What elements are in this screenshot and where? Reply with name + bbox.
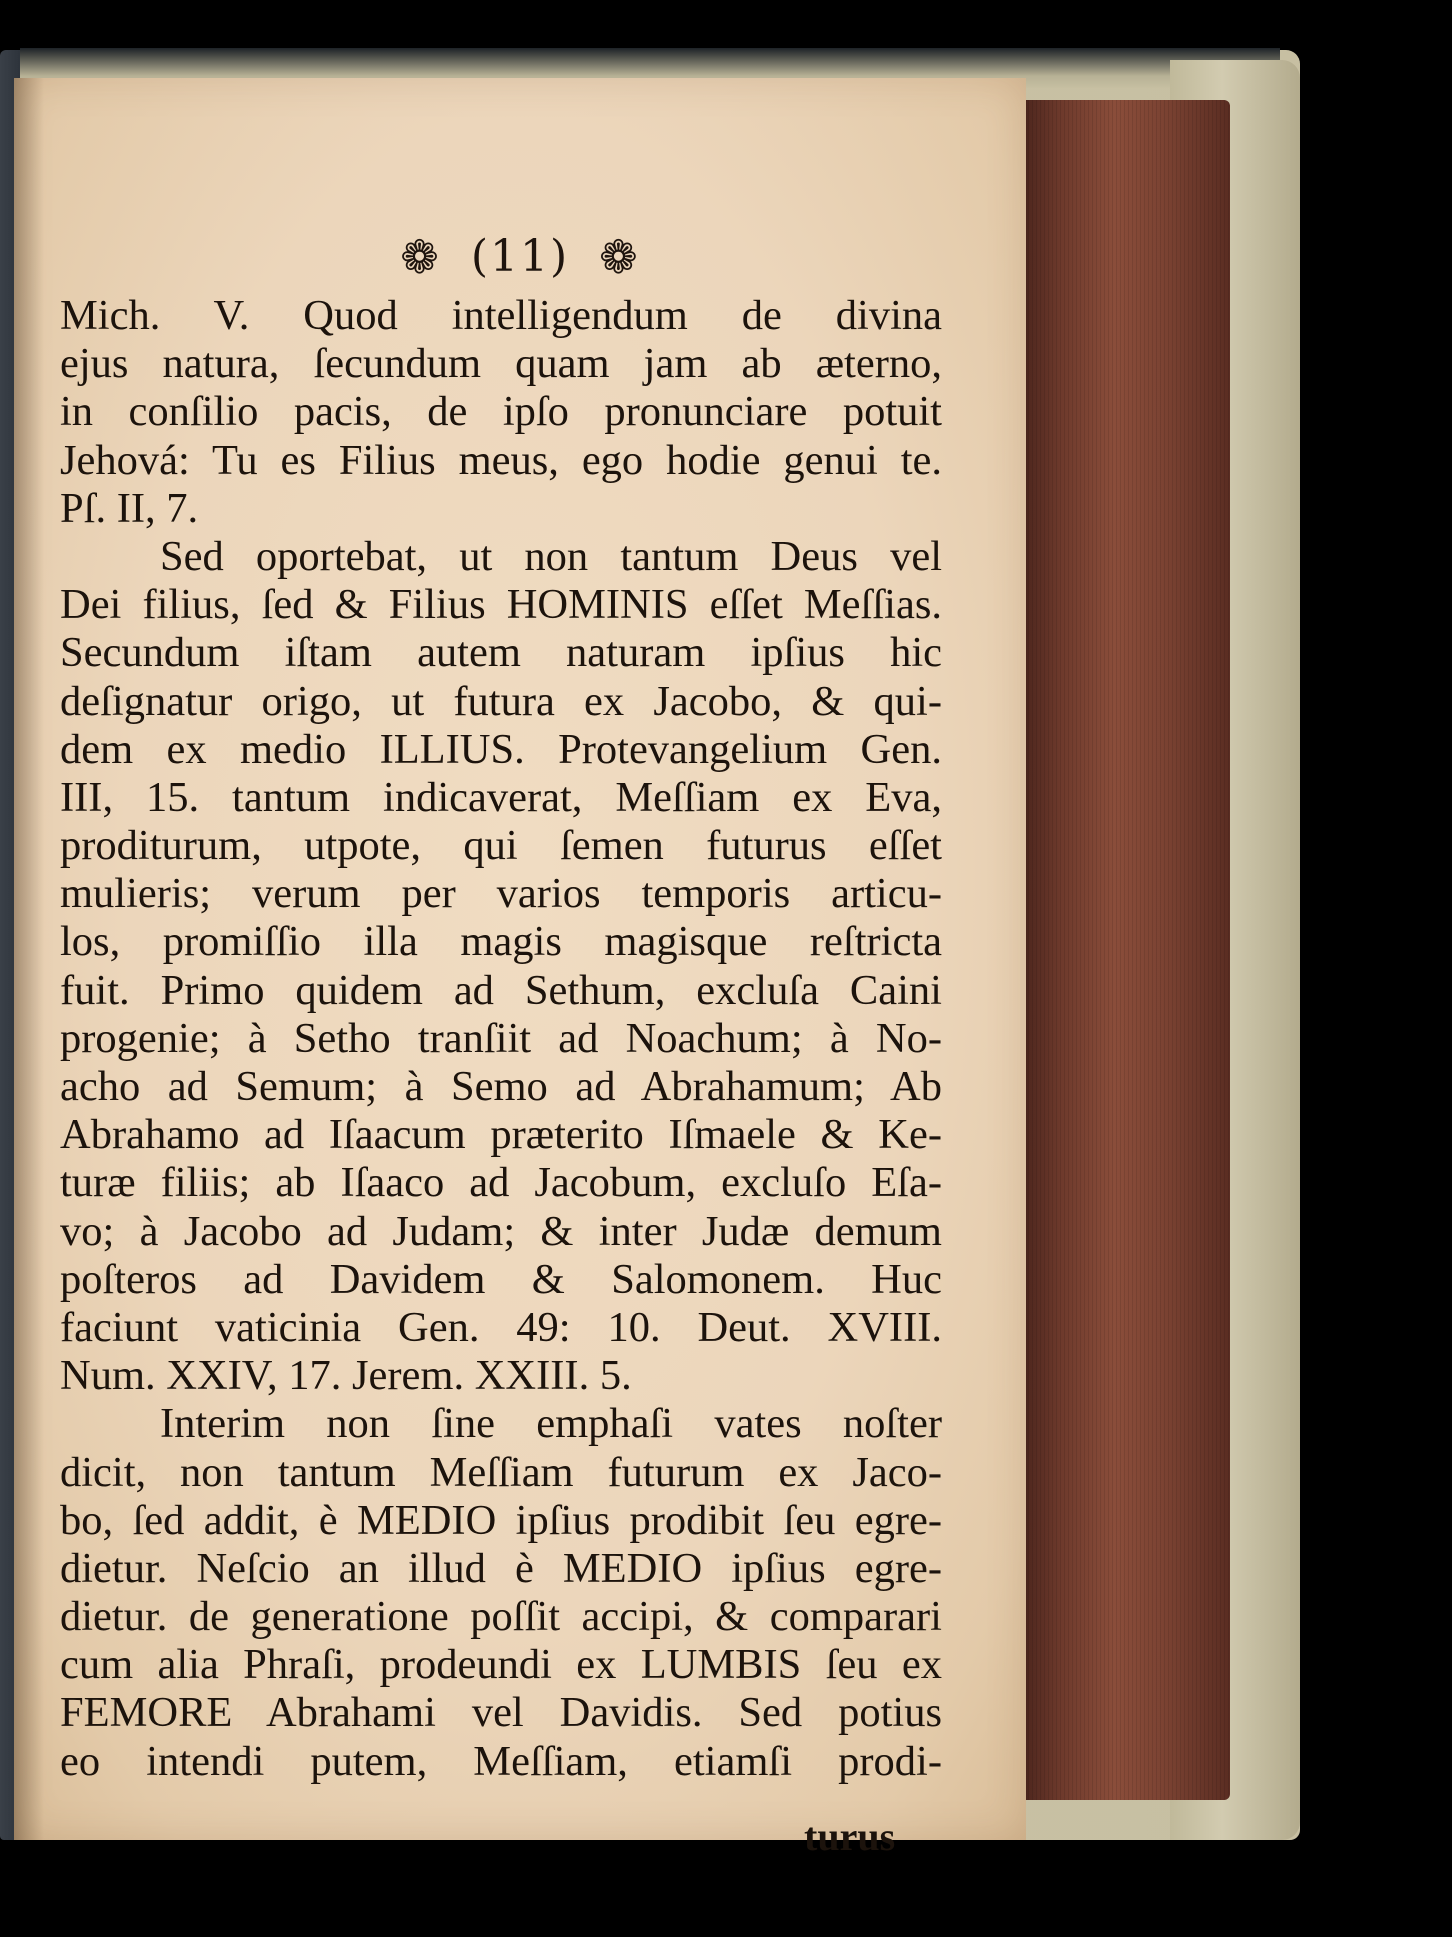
text-line: Pſ. II, 7.	[60, 484, 199, 532]
text-line: Mich. V. Quod intelligendum de divina	[60, 292, 942, 339]
text-line: Interim non ſine emphaſi vates noſter	[160, 1400, 942, 1448]
text-line: Sed oportebat, ut non tantum Deus vel	[160, 532, 942, 580]
page-fore-edge	[1020, 100, 1230, 1800]
text-line: eo intendi putem, Meſſiam, etiamſi prodi-	[60, 1737, 942, 1785]
text-line: vo; à Jacobo ad Judam; & inter Judæ demum	[60, 1207, 942, 1255]
text-line: in conſilio pacis, de ipſo pronunciare potuit	[60, 388, 942, 436]
text-line: mulieris; verum per varios temporis articu-	[60, 870, 942, 918]
text-line: ejus natura, ſecundum quam jam ab æterno,	[60, 340, 942, 388]
text-line: los, promiſſio illa magis magisque reſtricta	[60, 918, 942, 966]
text-line: Num. XXIV, 17. Jerem. XXIII. 5.	[60, 1352, 632, 1400]
text-line: fuit. Primo quidem ad Sethum, excluſa Caini	[60, 966, 942, 1014]
page-number: (11)	[470, 231, 570, 282]
book-page	[14, 78, 1026, 1859]
body-text	[60, 292, 942, 1786]
gutter-shadow	[14, 78, 44, 1840]
text-line: faciunt vaticinia Gen. 49: 10. Deut. XVIII.	[60, 1303, 942, 1351]
text-line: Abrahamo ad Iſaacum præterito Iſmaele & Ke-	[60, 1111, 942, 1159]
flower-ornament-icon: ❁	[400, 229, 441, 284]
text-line: cum alia Phraſi, prodeundi ex LUMBIS ſeu ex	[60, 1641, 942, 1689]
text-line: dietur. de generatione poſſit accipi, & comparari	[60, 1593, 942, 1641]
catchword: turus	[804, 1814, 896, 1859]
text-line: bo, ſed addit, è MEDIO ipſius prodibit ſeu egre-	[60, 1496, 942, 1544]
text-line: turæ filiis; ab Iſaaco ad Jacobum, excluſo Eſa-	[60, 1159, 942, 1207]
flower-ornament-icon: ❁	[599, 229, 640, 284]
text-line: progenie; à Setho tranſiit ad Noachum; à No-	[60, 1014, 942, 1062]
text-line: dicit, non tantum Meſſiam futurum ex Jaco-	[60, 1448, 942, 1496]
text-line: poſteros ad Davidem & Salomonem. Huc	[60, 1255, 942, 1303]
text-line: Dei filius, ſed & Filius HOMINIS eſſet Meſſias.	[60, 581, 942, 629]
text-line: Secundum iſtam autem naturam ipſius hic	[60, 629, 942, 677]
text-line: dietur. Neſcio an illud è MEDIO ipſius egre-	[60, 1544, 942, 1592]
text-line: III, 15. tantum indicaverat, Meſſiam ex Eva,	[60, 773, 942, 821]
text-line: acho ad Semum; à Semo ad Abrahamum; Ab	[60, 1063, 942, 1110]
text-line: prodіturum, utpote, qui ſemen futurus eſſet	[60, 822, 942, 870]
text-line: FEMORE Abrahami vel Davidis. Sed potius	[60, 1689, 942, 1737]
text-line: deſignatur origo, ut futura ex Jacobo, & qui-	[60, 677, 942, 725]
text-line: Jehová: Tu es Filius meus, ego hodie genui te.	[60, 436, 942, 484]
page-header	[14, 228, 1026, 284]
text-line: dem ex medio ILLIUS. Protevangelium Gen.	[60, 725, 942, 773]
